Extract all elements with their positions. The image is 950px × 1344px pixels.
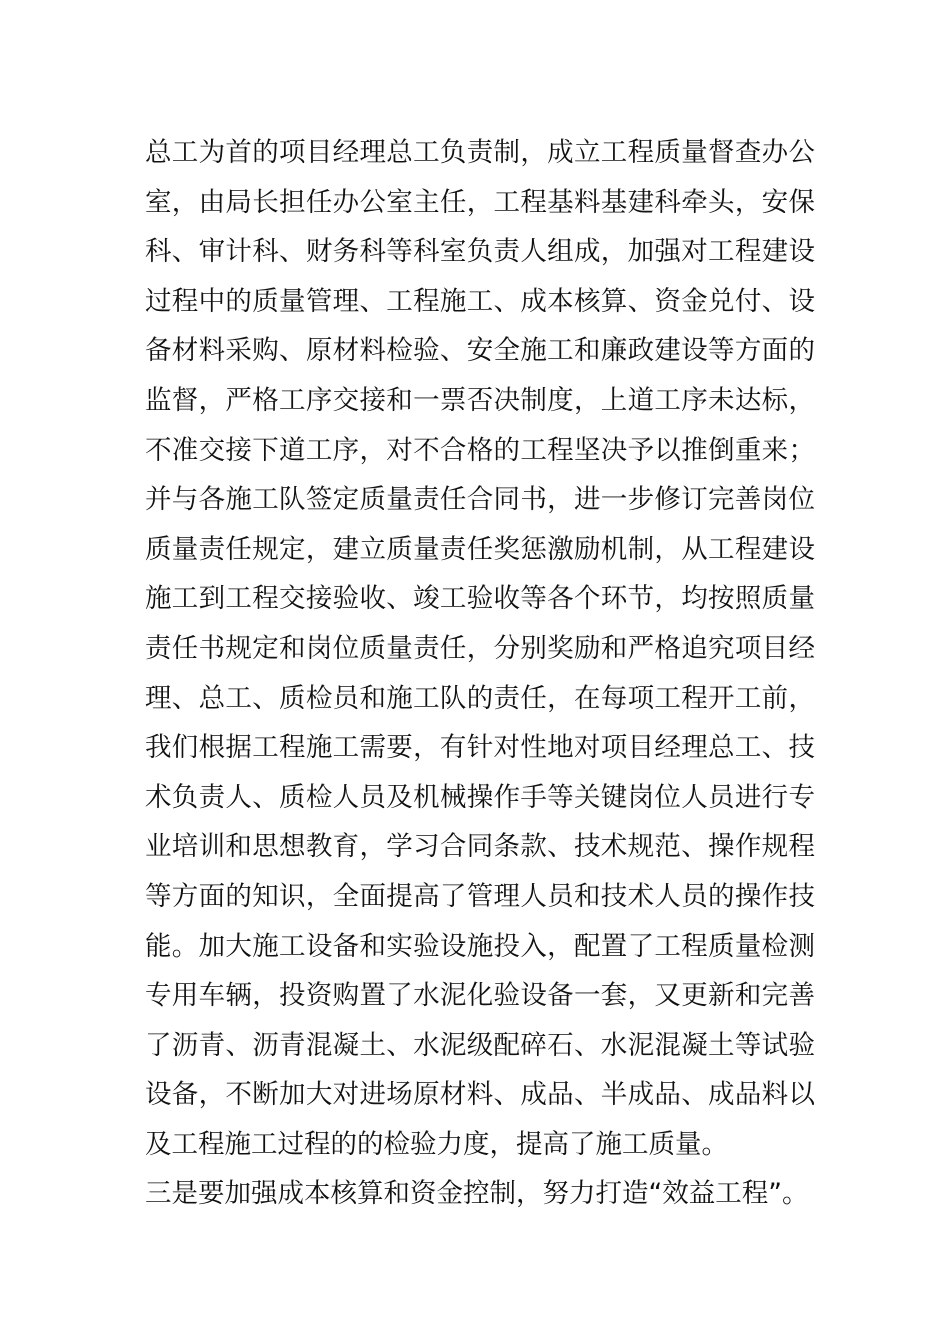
text-line: 科、审计科、财务科等科室负责人组成，加强对工程建设: [145, 236, 815, 268]
text-line: 能。加大施工设备和实验设施投入，配置了工程质量检测: [145, 930, 815, 962]
text-line: 总工为首的项目经理总工负责制，成立工程质量督查办公: [145, 137, 815, 168]
text-line: 等方面的知识，全面提高了管理人员和技术人员的操作技: [145, 880, 815, 912]
text-line: 我们根据工程施工需要，有针对性地对项目经理总工、技: [145, 732, 815, 764]
text-line: 理、总工、质检员和施工队的责任，在每项工程开工前，: [145, 682, 815, 714]
text-line: 过程中的质量管理、工程施工、成本核算、资金兑付、设: [145, 285, 815, 317]
text-line: 了沥青、沥青混凝土、水泥级配碎石、水泥混凝土等试验: [145, 1029, 815, 1061]
text-line: 质量责任规定，建立质量责任奖惩激励机制，从工程建设: [145, 533, 815, 565]
text-line: 施工到工程交接验收、竣工验收等各个环节，均按照质量: [145, 583, 815, 615]
body-text: [145, 128, 815, 1219]
section-heading: 三是要加强成本核算和资金控制，努力打造“效益工程”。: [145, 1178, 809, 1210]
text-line: 设备，不断加大对进场原材料、成品、半成品、成品料以: [145, 1079, 815, 1111]
text-line: 并与各施工队签定质量责任合同书，进一步修订完善岗位: [145, 484, 815, 516]
text-line: 专用车辆，投资购置了水泥化验设备一套，又更新和完善: [145, 980, 815, 1012]
text-line: 监督，严格工序交接和一票否决制度，上道工序未达标，: [145, 384, 815, 416]
text-line: 备材料采购、原材料检验、安全施工和廉政建设等方面的: [145, 335, 815, 367]
text-line: 术负责人、质检人员及机械操作手等关键岗位人员进行专: [145, 781, 815, 813]
text-line: 及工程施工过程的的检验力度，提高了施工质量。: [145, 1128, 728, 1160]
text-line: 不准交接下道工序，对不合格的工程坚决予以推倒重来；: [145, 434, 815, 466]
text-line: 室，由局长担任办公室主任，工程基料基建科牵头，安保: [145, 186, 815, 218]
text-line: 业培训和思想教育，学习合同条款、技术规范、操作规程: [145, 831, 815, 863]
text-line: 责任书规定和岗位质量责任，分别奖励和严格追究项目经: [145, 632, 815, 664]
